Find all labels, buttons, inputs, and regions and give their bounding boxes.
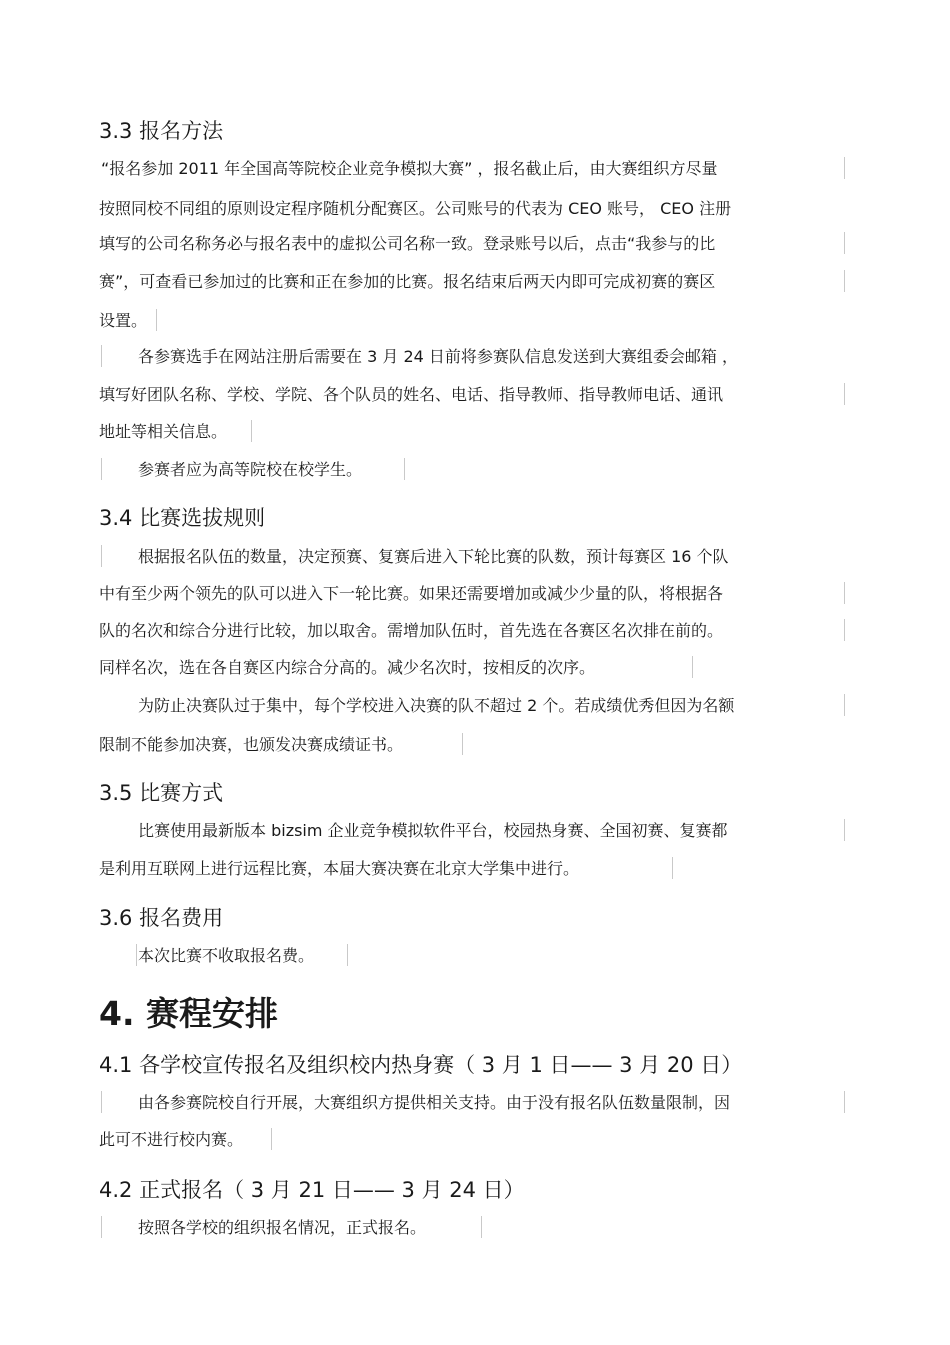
paragraph-line: 本次比赛不收取报名费。 <box>138 946 315 965</box>
text-frame-marker <box>844 232 845 254</box>
text-frame-marker <box>462 733 463 755</box>
paragraph-line: 设置。 <box>99 311 148 330</box>
paragraph-line: 地址等相关信息。 <box>99 422 228 441</box>
chapter-heading-4 <box>99 988 278 1035</box>
section-heading-4-1: 4.1 各学校宣传报名及组织校内热身赛（ 3 月 1 日—— 3 月 20 日） <box>99 1053 743 1077</box>
text-frame-marker <box>672 857 673 879</box>
text-frame-marker <box>844 157 845 179</box>
paragraph-line: 参赛者应为高等院校在校学生。 <box>138 460 363 479</box>
text-frame-marker <box>844 694 845 716</box>
section-heading-3-3: 3.3 报名方法 <box>99 119 224 143</box>
section-heading-3-6: 3.6 报名费用 <box>99 906 224 930</box>
text-frame-marker <box>844 383 845 405</box>
text-frame-marker <box>347 944 348 966</box>
section-heading-3-4: 3.4 比赛选拔规则 <box>99 506 266 530</box>
text-frame-marker <box>481 1216 482 1238</box>
paragraph-line: “报名参加 2011 年全国高等院校企业竞争模拟大赛” ，报名截止后，由大赛组织方尽量 <box>101 159 718 178</box>
text-frame-marker <box>844 819 845 841</box>
text-frame-marker <box>692 656 693 678</box>
text-frame-marker <box>101 458 102 480</box>
chapter-title: 赛程安排 <box>134 994 278 1033</box>
paragraph-line: 填写的公司名称务必与报名表中的虚拟公司名称一致。登录账号以后，点击“我参与的比 <box>99 234 716 253</box>
paragraph-line: 按照各学校的组织报名情况，正式报名。 <box>138 1218 427 1237</box>
paragraph-line: 同样名次，选在各自赛区内综合分高的。减少名次时，按相反的次序。 <box>99 658 596 677</box>
paragraph-line: 此可不进行校内赛。 <box>99 1130 244 1149</box>
paragraph-line: 为防止决赛队过于集中，每个学校进入决赛的队不超过 2 个。若成绩优秀但因为名额 <box>138 696 735 715</box>
text-frame-marker <box>156 309 157 331</box>
text-frame-marker <box>136 944 137 966</box>
text-frame-marker <box>844 619 845 641</box>
paragraph-line: 赛”，可查看已参加过的比赛和正在参加的比赛。报名结束后两天内即可完成初赛的赛区 <box>99 272 716 291</box>
text-frame-marker <box>251 420 252 442</box>
paragraph-line: 各参赛选手在网站注册后需要在 3 月 24 日前将参赛队信息发送到大赛组委会邮箱 ， <box>138 347 738 366</box>
paragraph-line: 是利用互联网上进行远程比赛，本届大赛决赛在北京大学集中进行。 <box>99 859 580 878</box>
paragraph-line: 根据报名队伍的数量，决定预赛、复赛后进入下轮比赛的队数，预计每赛区 16 个队 <box>138 547 729 566</box>
section-heading-4-2: 4.2 正式报名（ 3 月 21 日—— 3 月 24 日） <box>99 1178 525 1202</box>
text-frame-marker <box>271 1128 272 1150</box>
paragraph-line: 限制不能参加决赛，也颁发决赛成绩证书。 <box>99 735 404 754</box>
paragraph-line: 队的名次和综合分进行比较，加以取舍。需增加队伍时，首先选在各赛区名次排在前的。 <box>99 621 724 640</box>
section-heading-3-5: 3.5 比赛方式 <box>99 781 224 805</box>
paragraph-line: 按照同校不同组的原则设定程序随机分配赛区。公司账号的代表为 CEO 账号， CEO 注册 <box>99 199 732 218</box>
text-frame-marker <box>404 458 405 480</box>
paragraph-line: 比赛使用最新版本 bizsim 企业竞争模拟软件平台，校园热身赛、全国初赛、复赛都 <box>138 821 728 840</box>
paragraph-line: 填写好团队名称、学校、学院、各个队员的姓名、电话、指导教师、指导教师电话、通讯 <box>99 385 724 404</box>
text-frame-marker <box>101 1216 102 1238</box>
text-frame-marker <box>101 545 102 567</box>
text-frame-marker <box>844 270 845 292</box>
text-frame-marker <box>101 1091 102 1113</box>
chapter-number: 4. <box>99 994 135 1033</box>
text-frame-marker <box>844 582 845 604</box>
text-frame-marker <box>101 345 102 367</box>
text-frame-marker <box>844 1091 845 1113</box>
paragraph-line: 由各参赛院校自行开展，大赛组织方提供相关支持。由于没有报名队伍数量限制，因 <box>138 1093 731 1112</box>
paragraph-line: 中有至少两个领先的队可以进入下一轮比赛。如果还需要增加或减少少量的队，将根据各 <box>99 584 724 603</box>
